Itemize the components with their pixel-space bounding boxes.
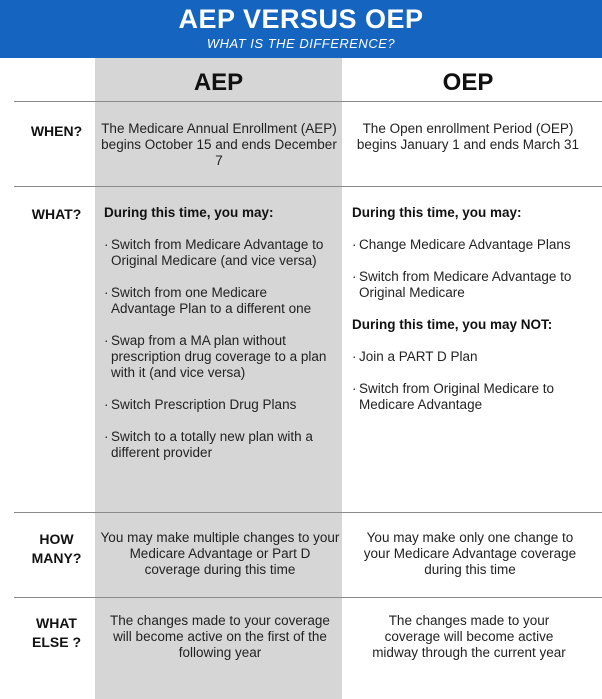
list-item: · Switch Prescription Drug Plans bbox=[104, 397, 297, 412]
row-label-what-else: WHAT ELSE ? bbox=[31, 615, 81, 650]
row-divider bbox=[14, 101, 602, 102]
list-item: · Switch from Medicare Advantage to Original Medicare bbox=[352, 269, 572, 300]
oep-what-not-heading: During this time, you may NOT: bbox=[352, 317, 553, 332]
row-divider bbox=[14, 512, 602, 513]
aep-what-heading: During this time, you may: bbox=[104, 205, 274, 220]
row-divider bbox=[14, 597, 602, 598]
aep-column-header: AEP bbox=[193, 69, 244, 96]
list-item: · Switch from one Medicare Advantage Plan to a different one bbox=[104, 285, 312, 316]
oep-what-heading: During this time, you may: bbox=[352, 205, 522, 220]
oep-how-many-text: You may make only one change to your Medicare Advantage coverage during this time bbox=[363, 530, 577, 577]
row-label-when: WHEN? bbox=[30, 123, 83, 139]
page-title: AEP VERSUS OEP bbox=[178, 4, 424, 34]
list-item: · Change Medicare Advantage Plans bbox=[352, 237, 571, 252]
list-item: · Switch from Medicare Advantage to Original Medicare (and vice versa) bbox=[104, 237, 324, 268]
header-banner bbox=[0, 0, 602, 58]
oep-when-text: The Open enrollment Period (OEP) begins January 1 and ends March 31 bbox=[356, 121, 580, 152]
list-item: · Switch from Original Medicare to Medicare Advantage bbox=[352, 381, 555, 412]
list-item: · Switch to a totally new plan with a different provider bbox=[104, 429, 313, 460]
row-label-how-many: HOW MANY? bbox=[31, 531, 82, 566]
aep-how-many-text: You may make multiple changes to your Medicare Advantage or Part D coverage during this time bbox=[100, 530, 340, 577]
list-item: · Join a PART D Plan bbox=[352, 349, 478, 364]
page-subtitle: WHAT IS THE DIFFERENCE? bbox=[206, 36, 396, 51]
oep-column-header: OEP bbox=[442, 69, 494, 96]
oep-what-cell bbox=[352, 205, 587, 413]
row-divider bbox=[14, 186, 602, 187]
aep-what-cell bbox=[104, 205, 332, 461]
row-label-what: WHAT? bbox=[31, 206, 82, 222]
list-item: · Swap from a MA plan without prescription drug coverage to a plan with it (and vice versa) bbox=[104, 333, 327, 380]
oep-what-else-text: The changes made to your coverage will become active midway through the current year bbox=[372, 613, 566, 660]
aep-what-else-text: The changes made to your coverage will become active on the first of the following year bbox=[110, 613, 330, 660]
aep-when-text: The Medicare Annual Enrollment (AEP) begins October 15 and ends December 7 bbox=[101, 121, 337, 168]
